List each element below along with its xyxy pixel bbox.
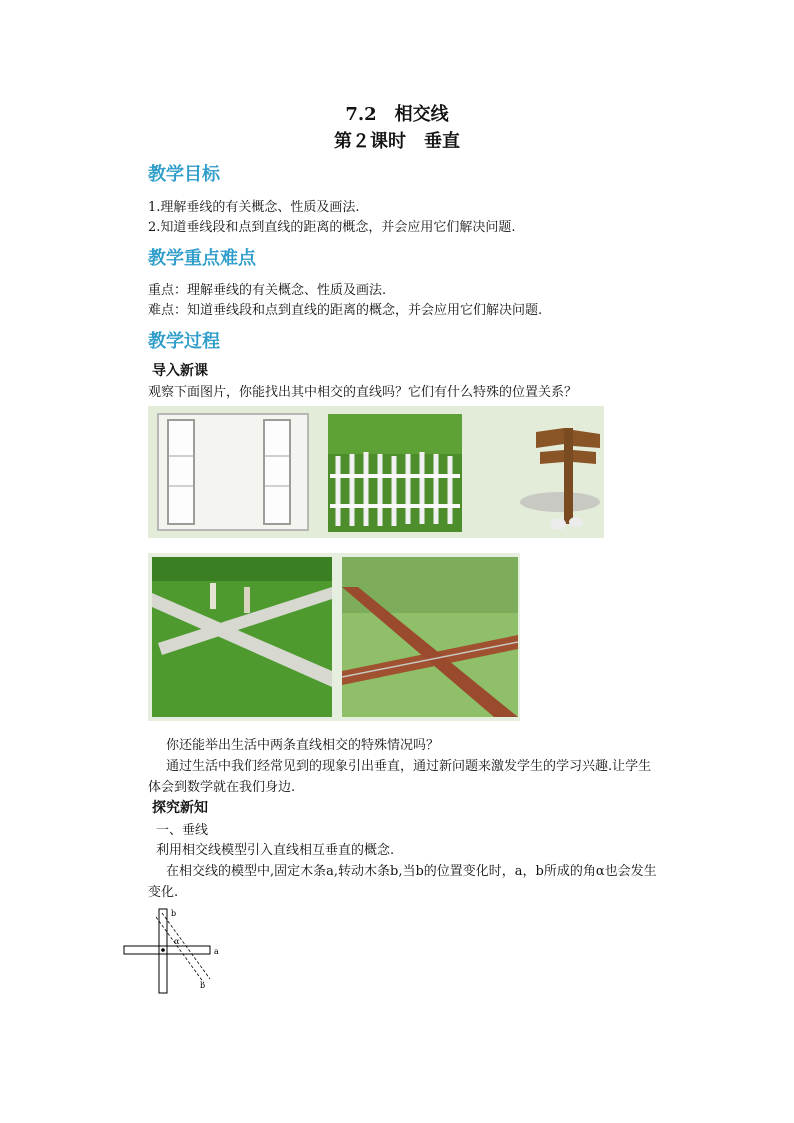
- section-heading-process: 教学过程: [148, 331, 220, 352]
- intersecting-lines-figure: [118, 905, 228, 997]
- field-roads-image: [342, 557, 518, 717]
- intro-heading: 导入新课: [152, 363, 208, 379]
- signpost-image: [520, 428, 600, 530]
- objective-item-2: 2.知道垂线段和点到直线的距离的概念，并会应用它们解决问题.: [148, 220, 516, 235]
- part1-line-1: 利用相交线模型引入直线相互垂直的概念.: [156, 843, 395, 858]
- section-heading-key-points: 教学重点难点: [148, 248, 256, 269]
- part1-heading: 一、垂线: [156, 823, 209, 838]
- note-line-2: 体会到数学就在我们身边.: [148, 780, 296, 795]
- intro-question: 观察下面图片，你能找出其中相交的直线吗？它们有什么特殊的位置关系？: [148, 385, 578, 400]
- key-point-text: 重点：理解垂线的有关概念、性质及画法.: [148, 283, 387, 298]
- fence-image: [328, 414, 462, 532]
- lesson-title: 7.2 相交线: [345, 104, 449, 125]
- section-heading-objectives: 教学目标: [148, 164, 220, 185]
- explore-heading: 探究新知: [152, 800, 208, 816]
- grass-paths-image: [152, 557, 332, 717]
- difficulty-text: 难点：知道垂线段和点到直线的距离的概念，并会应用它们解决问题.: [148, 303, 543, 318]
- follow-question: 你还能举出生活中两条直线相交的特殊情况吗？: [166, 738, 440, 753]
- objective-item-1: 1.理解垂线的有关概念、性质及画法.: [148, 200, 360, 215]
- window-image: [158, 414, 308, 530]
- part1-line-2: 在相交线的模型中,固定木条a,转动木条b,当b的位置变化时，a，b所成的角α也会发生: [166, 864, 657, 879]
- lesson-subtitle: 第２课时 垂直: [334, 131, 460, 152]
- photo-strip-top: [148, 406, 604, 538]
- note-line-1: 通过生活中我们经常见到的现象引出垂直，通过新问题来激发学生的学习兴趣.让学生: [166, 759, 652, 774]
- part1-line-3: 变化.: [148, 885, 179, 900]
- figure-label-b-bottom: b: [200, 981, 206, 990]
- figure-label-b-top: b: [171, 909, 177, 918]
- figure-label-alpha: α: [174, 937, 180, 946]
- figure-label-a: a: [214, 947, 219, 956]
- photo-strip-bottom: [148, 553, 520, 721]
